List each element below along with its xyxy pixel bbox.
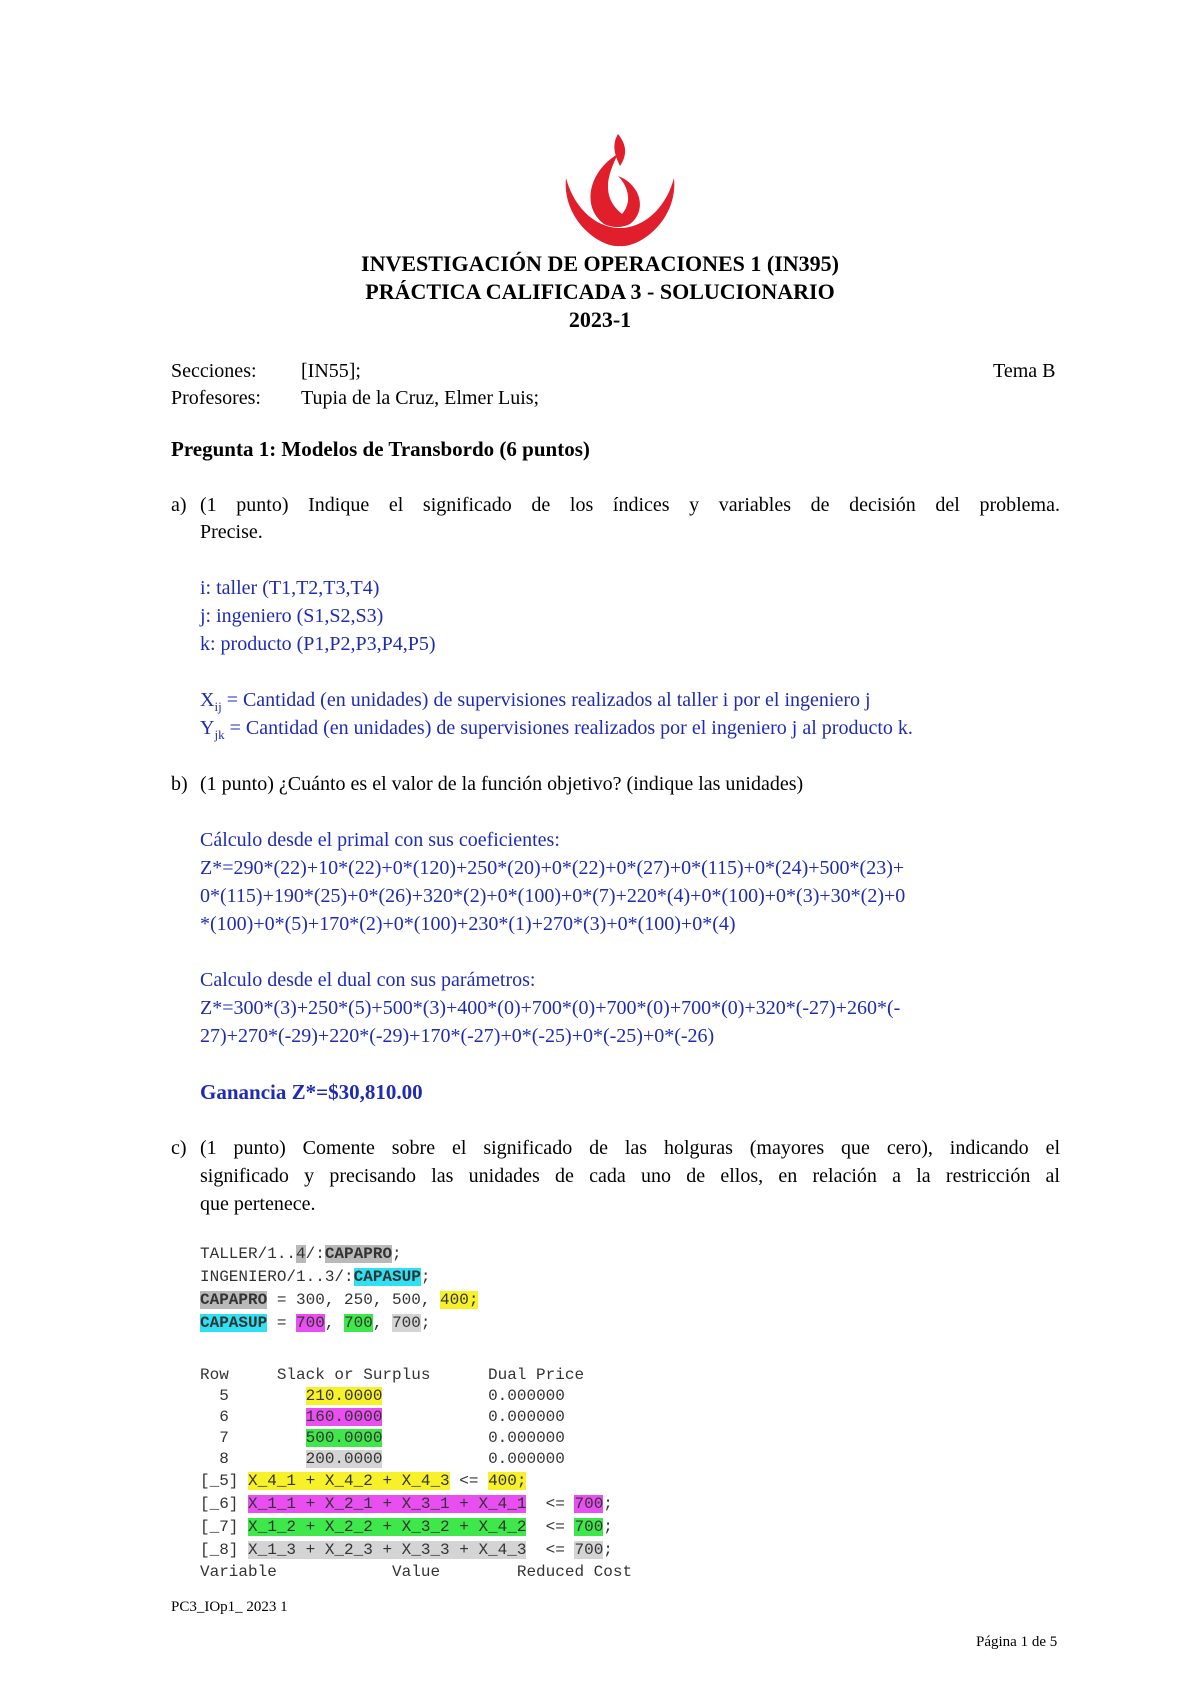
part-c-label: c) xyxy=(171,1137,187,1159)
variable-x-sub: ij xyxy=(214,699,222,714)
code-line-ingeniero xyxy=(200,1266,430,1288)
code-highlight: CAPASUP xyxy=(200,1314,268,1332)
page-number: Página 1 de 5 xyxy=(976,1634,1058,1650)
row-number: 7 xyxy=(200,1429,229,1447)
variable-y-desc: = Cantidad (en unidades) de supervisiones realizados por el ingeniero j al producto k. xyxy=(224,717,913,739)
constraint-label: [_8] xyxy=(200,1541,249,1559)
constraint-op: <= xyxy=(526,1495,575,1513)
dual-value: 0.000000 xyxy=(488,1387,565,1405)
code-line-capapro xyxy=(200,1289,478,1311)
constraint-op: <= xyxy=(526,1518,575,1536)
code-highlight: 700 xyxy=(392,1314,421,1332)
code-text: /: xyxy=(305,1245,325,1263)
constraint-op: <= xyxy=(526,1541,575,1559)
doc-title: INVESTIGACIÓN DE OPERACIONES 1 (IN395) xyxy=(361,251,839,276)
variables-header: Variable Value Reduced Cost xyxy=(200,1563,633,1581)
dual-value: 0.000000 xyxy=(488,1408,565,1426)
code-text: ; xyxy=(420,1314,431,1332)
code-text: , xyxy=(324,1314,345,1332)
code-highlight: CAPASUP xyxy=(353,1268,421,1286)
dual-value: 0.000000 xyxy=(488,1450,565,1468)
constraint-6 xyxy=(200,1493,613,1515)
constraint-label: [_6] xyxy=(200,1495,249,1513)
constraint-expr: X_1_1 + X_2_1 + X_3_1 + X_4_1 xyxy=(248,1495,527,1513)
code-text: ; xyxy=(420,1268,431,1286)
dual-line-1: Z*=300*(3)+250*(5)+500*(3)+400*(0)+700*(0)+700*(0)+700*(0)+320*(-27)+260*(- xyxy=(200,997,901,1019)
code-text: = xyxy=(267,1314,297,1332)
constraint-expr: X_1_3 + X_2_3 + X_3_3 + X_4_3 xyxy=(248,1541,527,1559)
part-c-question-2: significado y precisando las unidades de cada uno de ellos, en relación a la restricción al xyxy=(200,1165,1060,1187)
slack-value: 500.0000 xyxy=(305,1429,383,1447)
results-row xyxy=(200,1385,565,1407)
primal-line-2: 0*(115)+190*(25)+0*(26)+320*(2)+0*(100)+0*(7)+220*(4)+0*(100)+0*(3)+30*(2)+0 xyxy=(200,885,906,907)
code-highlight: CAPAPRO xyxy=(200,1291,268,1309)
variable-y-sub: jk xyxy=(214,727,225,742)
constraint-op: <= xyxy=(449,1472,489,1490)
code-line-taller xyxy=(200,1243,402,1265)
constraint-end: ; xyxy=(603,1518,613,1536)
primal-line-1: Z*=290*(22)+10*(22)+0*(120)+250*(20)+0*(22)+0*(27)+0*(115)+0*(24)+500*(23)+ xyxy=(200,857,905,879)
results-row xyxy=(200,1427,565,1449)
results-row xyxy=(200,1448,565,1470)
university-logo xyxy=(560,130,680,248)
variable-y-def xyxy=(200,715,913,748)
dual-value: 0.000000 xyxy=(488,1429,565,1447)
code-highlight: 4 xyxy=(296,1245,306,1263)
code-highlight: 700 xyxy=(344,1314,373,1332)
constraint-end: ; xyxy=(603,1541,613,1559)
secciones-value: [IN55]; xyxy=(301,360,361,382)
index-i: i: taller (T1,T2,T3,T4) xyxy=(200,577,380,599)
code-text: TALLER/1.. xyxy=(200,1245,297,1263)
code-text: INGENIERO/1..3/: xyxy=(200,1268,354,1286)
part-c-question: (1 punto) Comente sobre el significado de las holguras (mayores que cero), indicando el xyxy=(200,1137,1060,1159)
constraint-7 xyxy=(200,1516,613,1538)
variable-y: Y xyxy=(200,717,215,739)
constraint-expr: X_4_1 + X_4_2 + X_4_3 xyxy=(248,1472,450,1490)
part-a-question-2: Precise. xyxy=(200,521,263,543)
tema-label: Tema B xyxy=(993,360,1056,382)
index-k: k: producto (P1,P2,P3,P4,P5) xyxy=(200,633,436,655)
part-b-question: (1 punto) ¿Cuánto es el valor de la función objetivo? (indique las unidades) xyxy=(200,773,804,795)
constraint-rhs: 700 xyxy=(574,1541,604,1559)
dual-line-2: 27)+270*(-29)+220*(-29)+170*(-27)+0*(-25)+0*(-25)+0*(-26) xyxy=(200,1025,715,1047)
profesores-value: Tupia de la Cruz, Elmer Luis; xyxy=(301,387,540,409)
doc-subtitle: PRÁCTICA CALIFICADA 3 - SOLUCIONARIO xyxy=(365,279,835,304)
variable-x: X xyxy=(200,689,215,711)
code-highlight: 700 xyxy=(296,1314,325,1332)
part-a-question: (1 punto) Indique el significado de los índices y variables de decisión del problema. xyxy=(200,494,1060,516)
constraint-5 xyxy=(200,1470,526,1492)
primal-title: Cálculo desde el primal con sus coeficientes: xyxy=(200,829,560,851)
code-text: ; xyxy=(392,1245,402,1263)
footer-code: PC3_IOp1_ 2023 1 xyxy=(171,1599,288,1615)
code-text: = 300, 250, 500, xyxy=(267,1291,441,1309)
code-highlight: CAPAPRO xyxy=(324,1245,393,1263)
code-highlight: 400; xyxy=(440,1291,479,1309)
constraint-8 xyxy=(200,1539,613,1561)
variable-x-desc: = Cantidad (en unidades) de supervisiones realizados al taller i por el ingeniero j xyxy=(221,689,871,711)
row-number: 6 xyxy=(200,1408,229,1426)
constraint-rhs: 400; xyxy=(488,1472,527,1490)
results-row xyxy=(200,1406,565,1428)
index-j: j: ingeniero (S1,S2,S3) xyxy=(200,605,384,627)
row-number: 8 xyxy=(200,1450,229,1468)
objective-answer: Ganancia Z*=$30,810.00 xyxy=(200,1080,423,1104)
profesores-label: Profesores: xyxy=(171,387,261,409)
constraint-rhs: 700 xyxy=(574,1518,604,1536)
code-text: , xyxy=(372,1314,393,1332)
row-number: 5 xyxy=(200,1387,229,1405)
part-c-question-3: que pertenece. xyxy=(200,1193,316,1215)
slack-value: 160.0000 xyxy=(305,1408,383,1426)
slack-value: 200.0000 xyxy=(305,1450,383,1468)
question-heading: Pregunta 1: Modelos de Transbordo (6 puntos) xyxy=(171,437,590,461)
results-header: Row Slack or Surplus Dual Price xyxy=(200,1366,585,1384)
constraint-expr: X_1_2 + X_2_2 + X_3_2 + X_4_2 xyxy=(248,1518,527,1536)
primal-line-3: *(100)+0*(5)+170*(2)+0*(100)+230*(1)+270*(3)+0*(100)+0*(4) xyxy=(200,913,736,935)
constraint-end: ; xyxy=(603,1495,613,1513)
secciones-label: Secciones: xyxy=(171,360,257,382)
constraint-label: [_7] xyxy=(200,1518,249,1536)
part-a-label: a) xyxy=(171,494,187,516)
constraint-label: [_5] xyxy=(200,1472,249,1490)
doc-term: 2023-1 xyxy=(568,307,632,332)
slack-value: 210.0000 xyxy=(305,1387,383,1405)
dual-title: Calculo desde el dual con sus parámetros: xyxy=(200,969,536,991)
part-b-label: b) xyxy=(171,773,188,795)
code-line-capasup xyxy=(200,1312,430,1334)
constraint-rhs: 700 xyxy=(574,1495,604,1513)
